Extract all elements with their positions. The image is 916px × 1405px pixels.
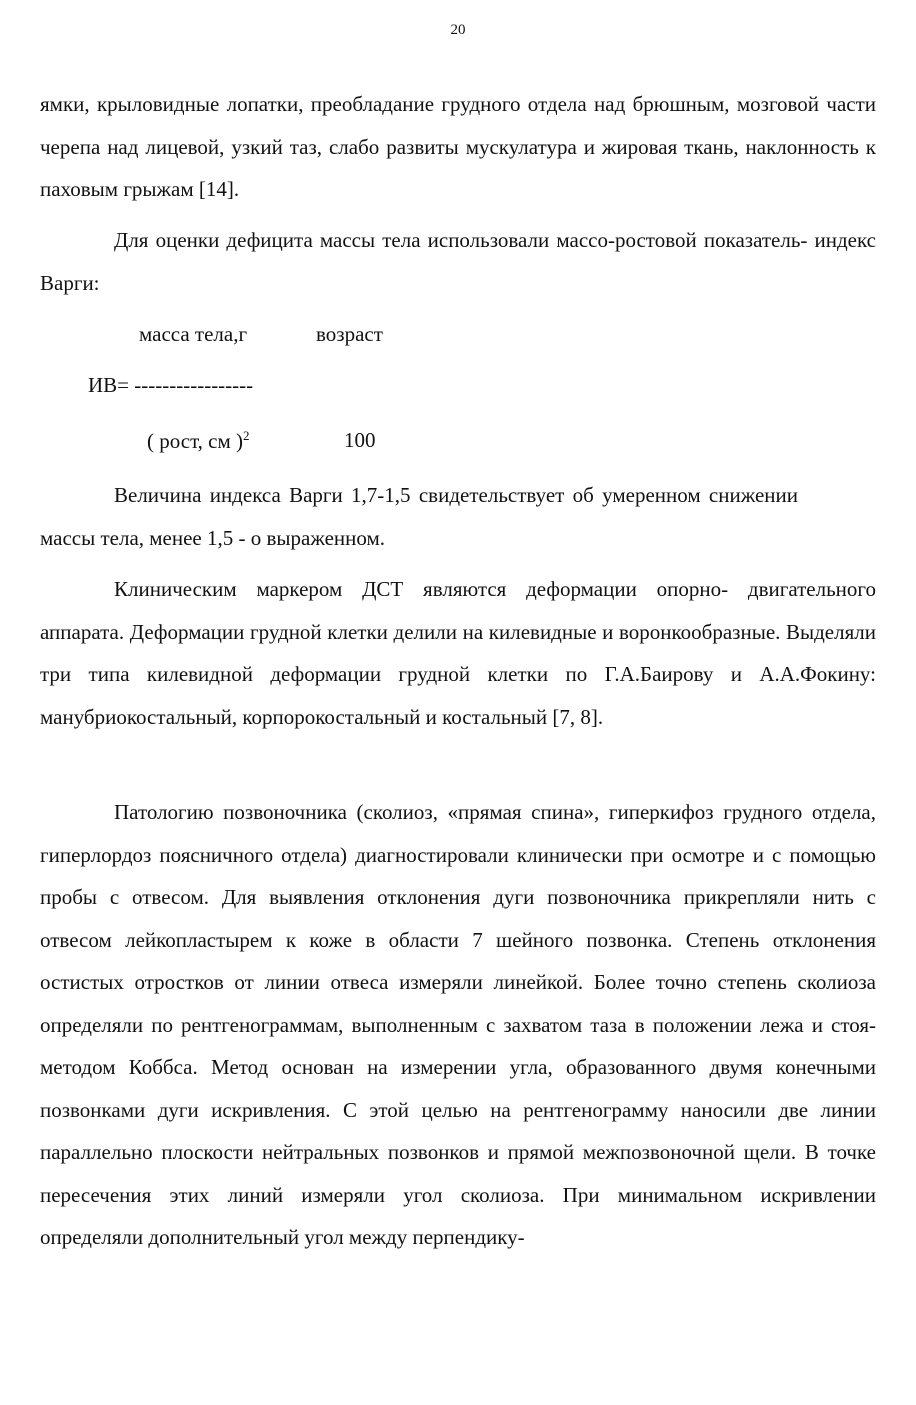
paragraph-text-start: Величина индекса Варги 1,7-1,5 свидетельствует об умеренном снижении: [114, 483, 798, 507]
formula-height-text: ( рост, см ): [147, 429, 244, 453]
formula-exponent: 2: [243, 428, 250, 443]
paragraph-text-end: массы тела, менее 1,5 - о выраженном.: [40, 525, 386, 550]
paragraph-text: Для оценки дефицита массы тела использовали массо-ростовой показатель- индекс Варги:: [40, 228, 876, 295]
formula-numerator-mass: масса тела,г: [139, 322, 248, 346]
formula-denominator-hundred: 100: [344, 428, 376, 452]
page-number: 20: [450, 22, 466, 38]
formula-numerator-age: возраст: [316, 322, 383, 346]
formula-denominator-height: [147, 428, 250, 454]
formula-lhs: ИВ= -----------------: [88, 373, 254, 397]
paragraph-body-5: [40, 791, 876, 1259]
paragraph-body-2: [40, 219, 876, 304]
paragraph-body-4: [40, 568, 876, 738]
paragraph-text: Патологию позвоночника (сколиоз, «прямая спина», гиперкифоз грудного отдела, гиперлордоз поясничного отдела) диагностировали клинически при осмотре и с помощью пробы с отвесом. Для выявления отклонения дуги позвоночника прикрепляли нить с отвесом лейкопластырем к коже в области 7 шейного позвонка. Степень отклонения остистых отростков от линии отвеса измеряли линейкой. Более точно степень сколиоза определяли по рентгенограммам, выполненным с захватом таза в положении лежа и стоя- методом Коббса. Метод основан на измерении угла, образованного двумя конечными позвонками дуги искривления. С этой целью на рентгенограмму наносили две линии параллельно плоскости нейтральных позвонков и прямой межпозвоночной щели. В точке пересечения этих линий измеряли угол сколиоза. При минимальном искривлении определяли дополнительный угол между перпендику-: [40, 800, 876, 1249]
paragraph-body-1: ямки, крыловидные лопатки, преобладание грудного отдела над брюшным, мозговой части черепа над лицевой, узкий таз, слабо развиты мускулатура и жировая ткань, наклонность к паховым грыжам [14].: [40, 92, 876, 201]
paragraph-body-3: [40, 474, 876, 559]
paragraph-text: Клиническим маркером ДСТ являются деформации опорно- двигательного аппарата. Деформации грудной клетки делили на килевидные и воронкообразные. Выделяли три типа килевидной деформации грудной клетки по Г.А.Баирову и А.А.Фокину: манубриокостальный, корпорокостальный и костальный [7, 8].: [40, 577, 876, 729]
